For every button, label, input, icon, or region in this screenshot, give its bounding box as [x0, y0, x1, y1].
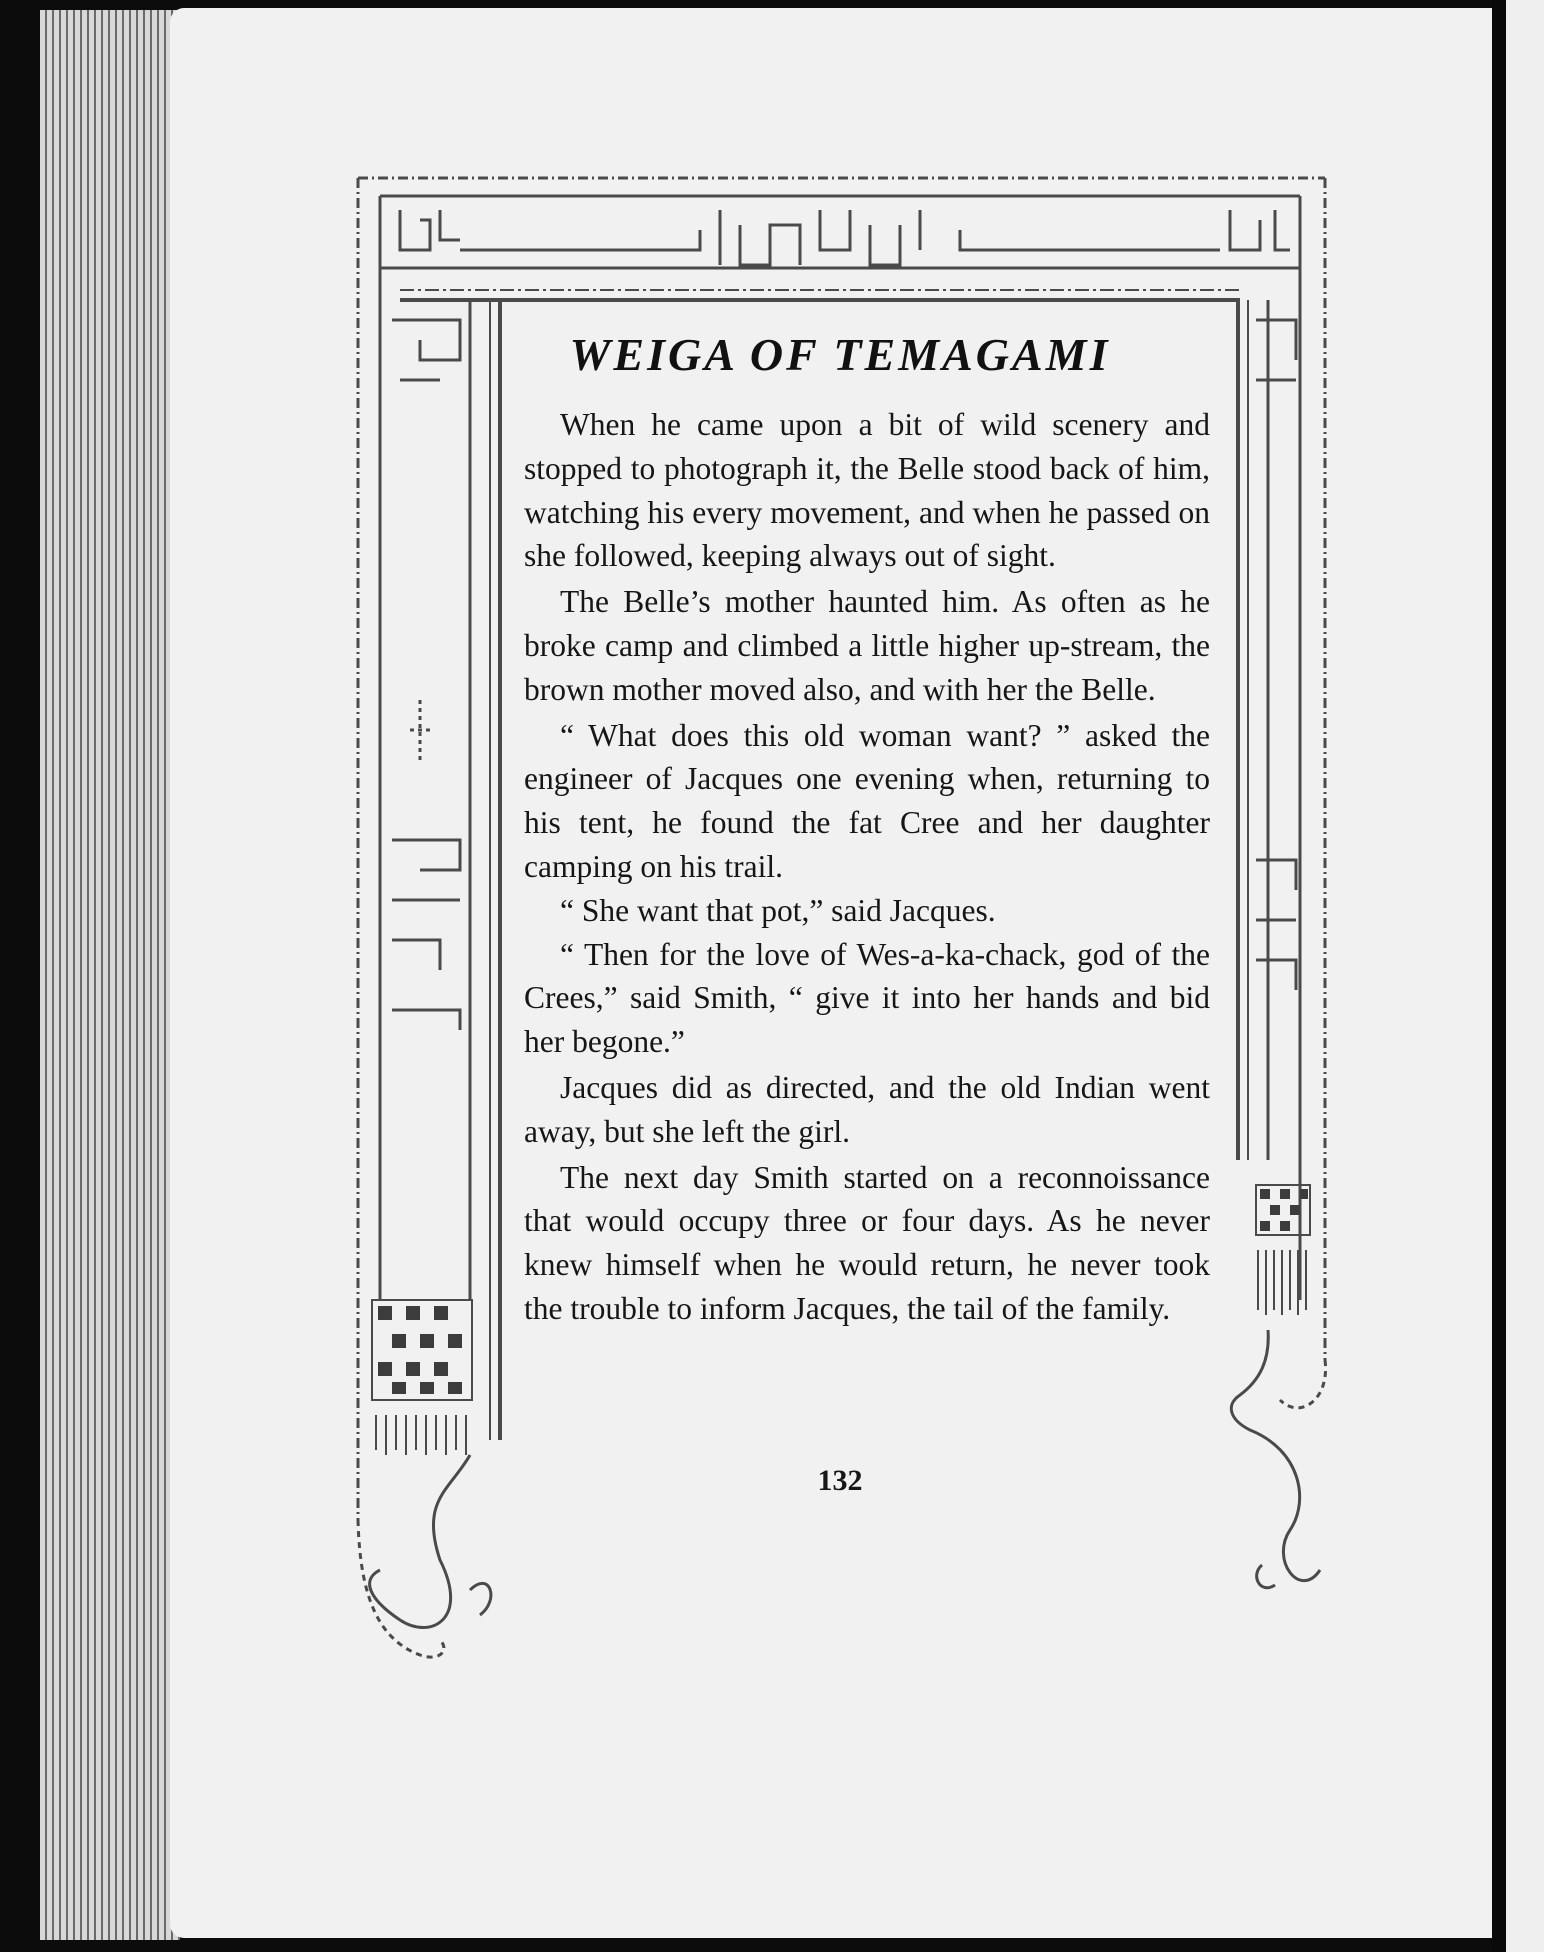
paragraph: “ Then for the love of Wes-a-ka-chack, god of the Crees,” said Smith, “ give it into her hands and bid her begone.” [524, 936, 1210, 1060]
body-text [524, 403, 1210, 1331]
paragraph: “ She want that pot,” said Jacques. [560, 892, 996, 928]
paragraph: Jacques did as directed, and the old Indian went away, but she left the girl. [524, 1069, 1210, 1149]
page-number: 132 [817, 1464, 863, 1497]
paragraph: When he came upon a bit of wild scenery and stopped to photograph it, the Belle stood back of him, watching his every movement, and when he passed on she followed, keeping always out of sight. [524, 407, 1210, 574]
chapter-title: WEIGA OF TEMAGAMI [569, 329, 1111, 380]
paragraph: “ What does this old woman want? ” asked the engineer of Jacques one evening when, returning to his tent, he found the fat Cree and her daughter camping on his trail. [524, 717, 1210, 884]
paragraph: The next day Smith started on a reconnoissance that would occupy three or four days. As he never knew himself when he would return, he never took the trouble to inform Jacques, the tail of the family. [524, 1159, 1210, 1326]
paragraph: The Belle’s mother haunted him. As often as he broke camp and climbed a little higher up-stream, the brown mother moved also, and with her the Belle. [524, 584, 1210, 707]
